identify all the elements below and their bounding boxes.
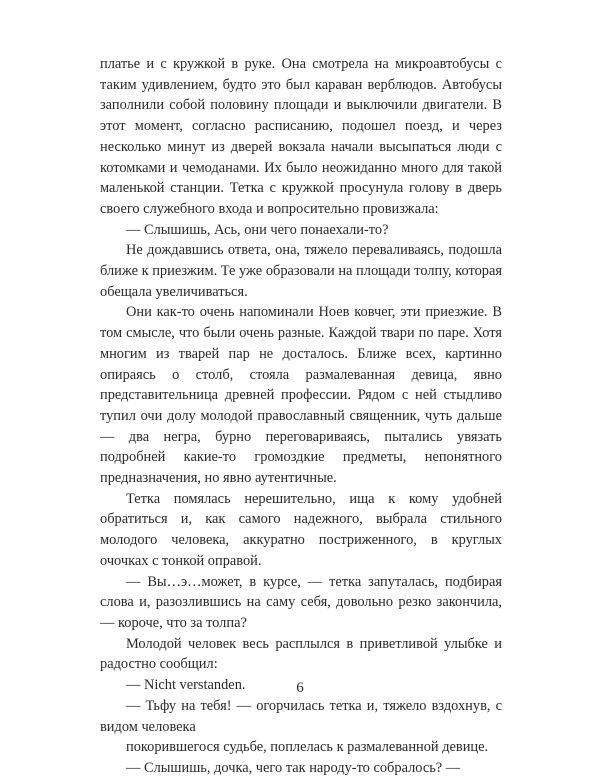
paragraph: Они как-то очень напоминали Ноев ковчег, эти приезжие. В том смысле, что были очень разные. Каждой твари по паре. Хотя многим из тварей пар не досталось. Ближе всех, картинно опираясь о столб, стояла размалеванная девица, явно представительница древней профессии. Рядом с ней стыдливо тупил очи долу молодой православный священник, чуть дальше — два негра, бурно переговариваясь, пытались увязать подробней какие-то громоздкие предметы, непонятного предназначения, но явно аутентичные. — [100, 304, 502, 487]
paragraph: — Тьфу на тебя! — огорчилась тетка и, тяжело вздохнув, с видом человека — [100, 697, 502, 735]
page-body — [100, 54, 502, 779]
paragraph: платье и с кружкой в руке. Она смотрела на микроавтобусы с таким удивлением, будто это был караван верблюдов. Автобусы заполнили собой половину площади и выключили двигатели. В этот момент, согласно расписанию, подошел поезд, и через несколько минут из дверей вокзала начали высыпаться люди с котомками и чемоданами. Их было неожиданно много для такой маленькой станции. Тетка с кружкой просунула голову в дверь своего служебного входа и вопросительно провизжала: — [100, 56, 502, 217]
paragraph: — Nicht verstanden. — [126, 677, 246, 694]
paragraph: Молодой человек весь расплылся в приветливой улыбке и радостно сообщил: — [100, 635, 502, 673]
paragraph: покорившегося судьбе, поплелась к размалеванной девице. — [126, 739, 489, 756]
paragraph: Тетка помялась нерешительно, ища к кому удобней обратиться и, как самого надежного, выбрала стильного молодого человека, аккуратно постриженного, в круглых очочках с тонкой оправой. — [100, 490, 502, 569]
page-number: 6 — [296, 680, 304, 696]
paragraph: — Вы…э…может, в курсе, — тетка запуталась, подбирая слова и, разозлившись на саму себя, довольно резко закончила, — короче, что за толпа? — [100, 573, 502, 631]
paragraph: — Слышишь, Ась, они чего понаехали-то? — [126, 221, 389, 238]
paragraph: Не дождавшись ответа, она, тяжело переваливаясь, подошла ближе к приезжим. Те уже образовали на площади толпу, которая обещала увеличиваться. — [100, 242, 502, 300]
paragraph: — Слышишь, дочка, чего так народу-то собралось? — — [126, 759, 461, 776]
